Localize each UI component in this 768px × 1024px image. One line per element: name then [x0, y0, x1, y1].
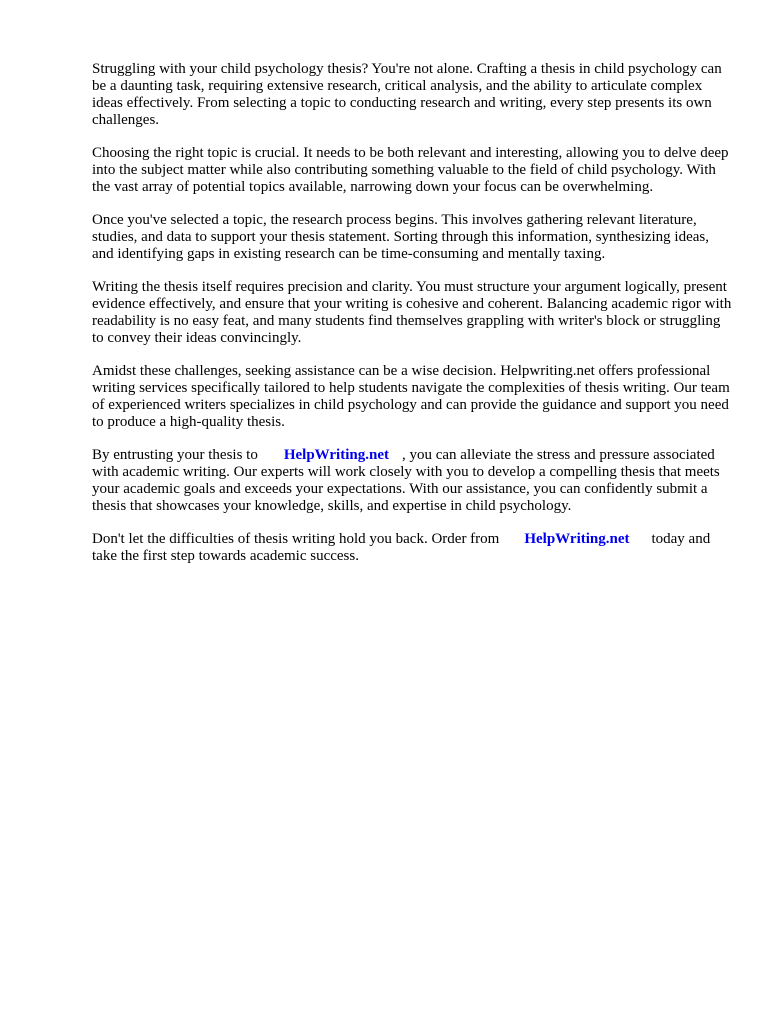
- paragraph-entrusting-lead: By entrusting your thesis to: [92, 447, 258, 463]
- paragraph-entrusting-rest: , you can alleviate the stress and pressure associated with academic writing. Our experts will work closely with you to develop a compelling thesis that meets your academic goals and exceeds your expectations. With our assistance, you can confidently submit a thesis that showcases your knowledge, skills, and expertise in child psychology.: [92, 447, 720, 514]
- paragraph-research: Once you've selected a topic, the research process begins. This involves gathering relevant literature, studies, and data to support your thesis statement. Sorting through this information, synthesizing ideas, and identifying gaps in existing research can be time-consuming and mentally taxing.: [92, 212, 710, 262]
- paragraph-intro: Struggling with your child psychology thesis? You're not alone. Crafting a thesis in child psychology can be a daunting task, requiring extensive research, critical analysis, and the ability to articulate complex ideas effectively. From selecting a topic to conducting research and writing, every step presents its own challenges.: [92, 61, 722, 128]
- paragraph-topic: Choosing the right topic is crucial. It needs to be both relevant and interesting, allowing you to delve deep into the subject matter while also contributing something valuable to the field of child psychology. With the vast array of potential topics available, narrowing down your focus can be overwhelming.: [92, 145, 729, 195]
- paragraph-order: [92, 531, 732, 565]
- paragraph-order-rest: today and take the first step towards academic success.: [92, 531, 711, 564]
- helpwriting-order-link[interactable]: HelpWriting.net: [524, 531, 630, 547]
- helpwriting-link[interactable]: HelpWriting.net: [283, 447, 389, 463]
- paragraph-writing: Writing the thesis itself requires precision and clarity. You must structure your argument logically, present evidence effectively, and ensure that your writing is cohesive and coherent. Balancing academic rigor with readability is no easy feat, and many students find themselves grappling with writer's block or struggling to convey their ideas convincingly.: [92, 279, 732, 346]
- paragraph-entrusting: [92, 447, 732, 515]
- paragraph-assistance: Amidst these challenges, seeking assistance can be a wise decision. Helpwriting.net offers professional writing services specifically tailored to help students navigate the complexities of thesis writing. Our team of experienced writers specializes in child psychology and can provide the guidance and support you need to produce a high-quality thesis.: [92, 363, 730, 430]
- document-body: [92, 61, 732, 581]
- paragraph-order-lead: Don't let the difficulties of thesis writing hold you back. Order from: [92, 531, 500, 547]
